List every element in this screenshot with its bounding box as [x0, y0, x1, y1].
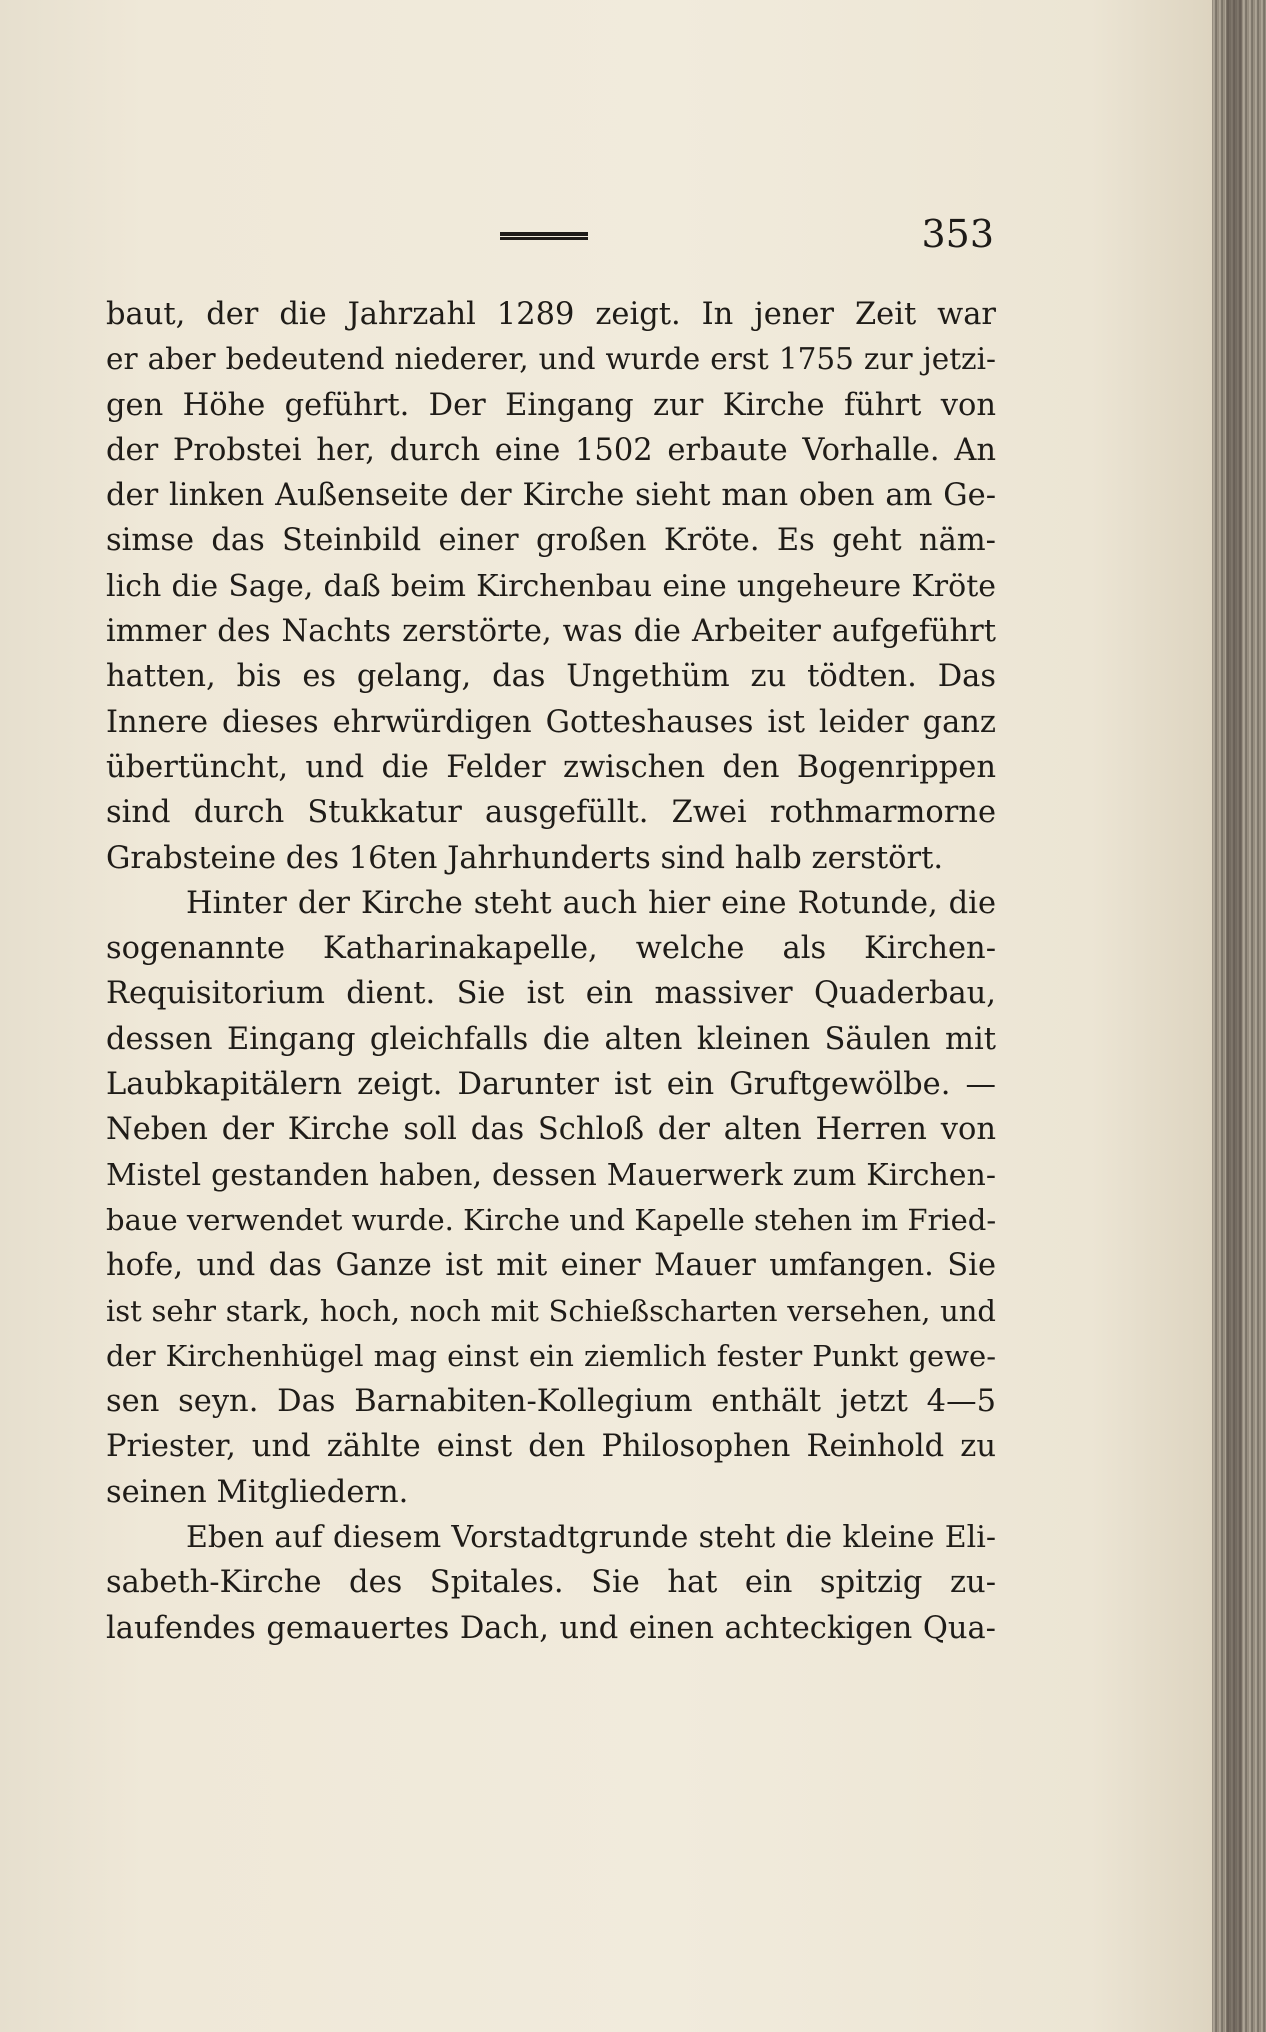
text-line: hatten, bis es gelang, das Ungethüm zu tödten. Das — [106, 659, 996, 695]
text-line: Laubkapitälern zeigt. Darunter ist ein Gruftgewölbe. — — [106, 1067, 996, 1103]
header-rule — [500, 232, 588, 240]
text-line: dessen Eingang gleichfalls die alten kleinen Säulen mit — [106, 1021, 996, 1057]
text-line: sabeth-Kirche des Spitales. Sie hat ein spitzig zu- — [106, 1565, 996, 1601]
text-line: sen seyn. Das Barnabiten-Kollegium enthält jetzt 4—5 — [106, 1384, 996, 1420]
text-line: der Probstei her, durch eine 1502 erbaute Vorhalle. An — [106, 432, 996, 468]
text-line: Eben auf diesem Vorstadtgrunde steht die kleine Eli- — [186, 1520, 996, 1556]
text-line: der Kirchenhügel mag einst ein ziemlich fester Punkt gewe- — [106, 1338, 996, 1373]
text-line: der linken Außenseite der Kirche sieht man oben am Ge- — [106, 478, 996, 514]
text-line: hofe, und das Ganze ist mit einer Mauer umfangen. Sie — [106, 1248, 996, 1284]
text-line: übertüncht, und die Felder zwischen den Bogenrippen — [106, 749, 996, 785]
text-line: Mistel gestanden haben, dessen Mauerwerk zum Kirchen- — [106, 1157, 996, 1193]
text-line: lich die Sage, daß beim Kirchenbau eine ungeheure Kröte — [106, 568, 996, 604]
text-line: sogenannte Katharinakapelle, welche als Kirchen- — [106, 931, 996, 967]
book-spine-shadow — [1226, 0, 1242, 2032]
text-line: baut, der die Jahrzahl 1289 zeigt. In jener Zeit war — [106, 297, 996, 332]
text-line: Priester, und zählte einst den Philosophen Reinhold zu — [106, 1429, 996, 1465]
text-line: laufendes gemauertes Dach, und einen achteckigen Qua- — [106, 1610, 996, 1646]
text-line: seinen Mitgliedern. — [106, 1474, 409, 1510]
text-line: baue verwendet wurde. Kirche und Kapelle stehen im Fried- — [106, 1202, 997, 1237]
text-line: ist sehr stark, hoch, noch mit Schießscharten versehen, und — [106, 1293, 996, 1328]
text-line: Requisitorium dient. Sie ist ein massiver Quaderbau, — [106, 976, 996, 1012]
page-number: 353 — [921, 212, 994, 256]
text-line: sind durch Stukkatur ausgefüllt. Zwei rothmarmorne — [106, 795, 996, 831]
body-text — [106, 292, 996, 1651]
text-line: gen Höhe geführt. Der Eingang zur Kirche führt von — [106, 387, 996, 423]
text-line: Innere dieses ehrwürdigen Gotteshauses ist leider ganz — [106, 704, 996, 740]
text-line: immer des Nachts zerstörte, was die Arbeiter aufgeführt — [106, 614, 996, 650]
text-line: Grabsteine des 16ten Jahrhunderts sind halb zerstört. — [106, 840, 944, 876]
text-line: Neben der Kirche soll das Schloß der alten Herren von — [106, 1112, 996, 1148]
text-line: Hinter der Kirche steht auch hier eine Rotunde, die — [186, 885, 996, 921]
text-line: er aber bedeutend niederer, und wurde erst 1755 zur jetzi- — [106, 342, 996, 377]
text-line: simse das Steinbild einer großen Kröte. Es geht näm- — [106, 523, 996, 559]
